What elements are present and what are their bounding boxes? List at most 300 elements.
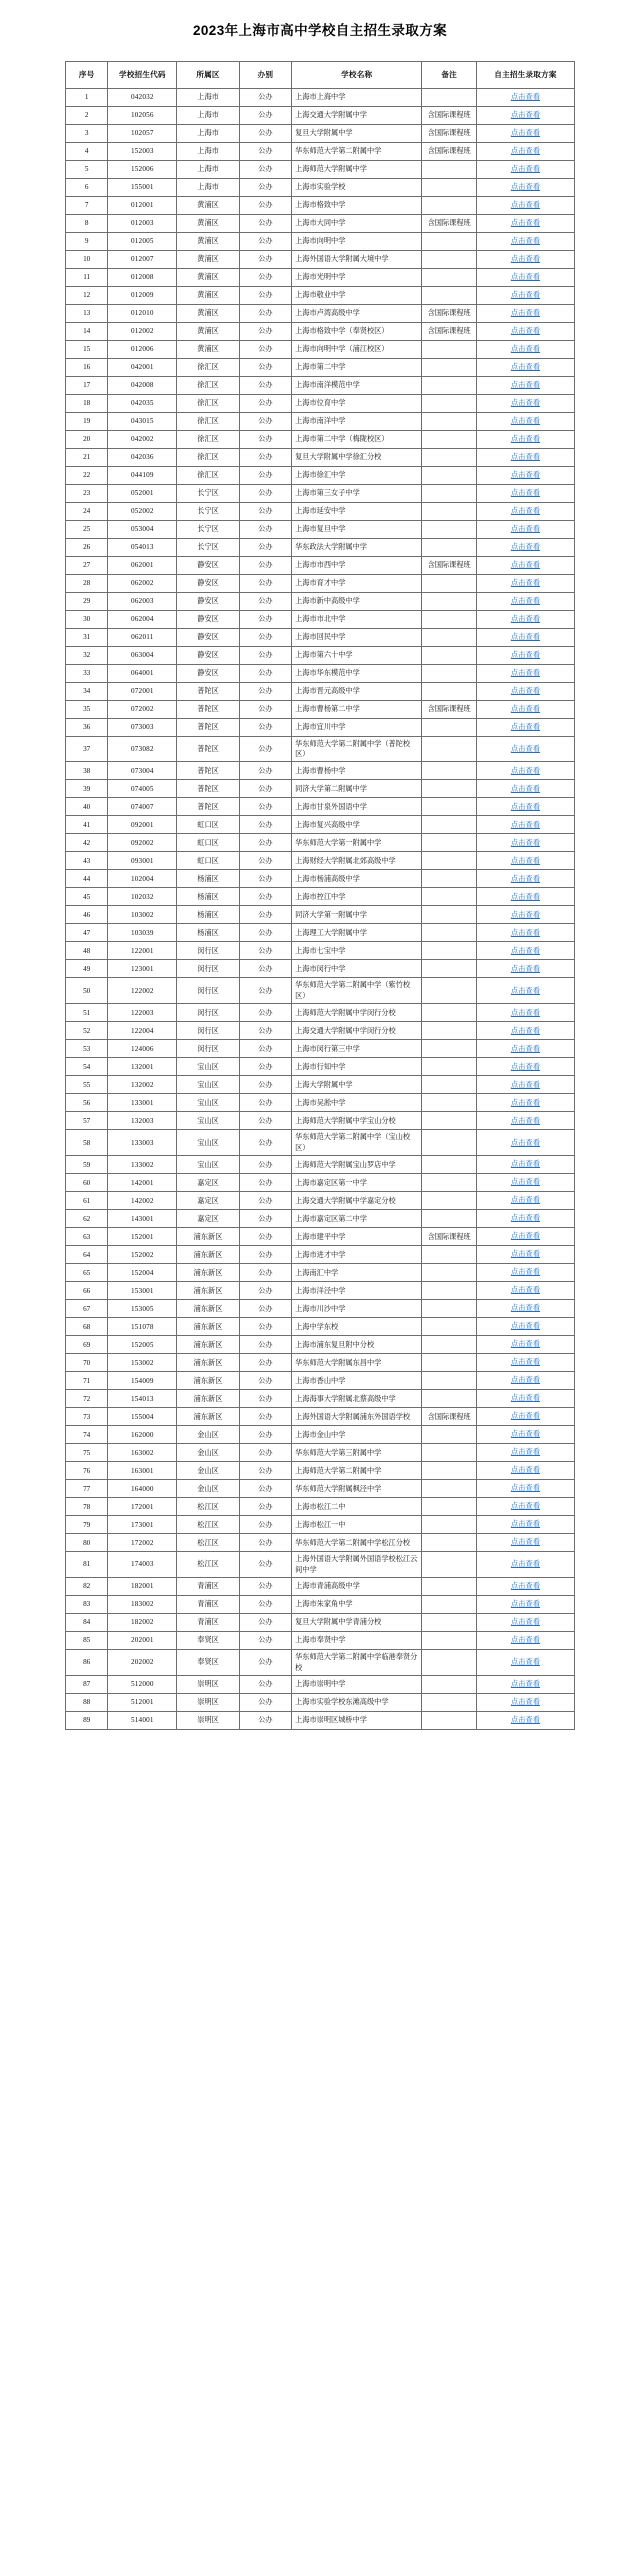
row-district: 闵行区 [177,1040,239,1058]
row-school-type: 公办 [239,780,291,798]
row-district: 徐汇区 [177,394,239,412]
row-school-type: 公办 [239,1408,291,1426]
row-note [422,1711,477,1729]
row-school-code: 163002 [108,1444,177,1462]
view-plan-link[interactable]: 点击查看 [510,145,541,155]
view-plan-link[interactable]: 点击查看 [510,945,541,955]
row-index: 73 [66,1408,108,1426]
column-header-district: 所属区 [177,61,239,88]
row-plan-link-cell [476,1058,574,1076]
row-index: 21 [66,448,108,466]
row-plan-link-cell [476,160,574,178]
view-plan-link[interactable]: 点击查看 [510,505,541,515]
row-school-type: 公办 [239,1552,291,1578]
row-note [422,502,477,520]
view-plan-link[interactable]: 点击查看 [510,1079,541,1089]
row-school-code: 102056 [108,106,177,124]
view-plan-link[interactable]: 点击查看 [510,199,541,209]
row-note [422,780,477,798]
view-plan-link[interactable]: 点击查看 [510,667,541,677]
table-row [66,340,575,358]
row-index: 30 [66,610,108,628]
row-note [422,1156,477,1174]
view-plan-link[interactable]: 点击查看 [510,343,541,353]
row-plan-link-cell [476,924,574,942]
row-school-code: 063004 [108,646,177,664]
view-plan-link[interactable]: 点击查看 [510,1285,541,1295]
table-row [66,1228,575,1246]
row-note [422,448,477,466]
view-plan-link[interactable]: 点击查看 [510,1519,541,1529]
view-plan-link[interactable]: 点击查看 [510,1429,541,1439]
table-row [66,1408,575,1426]
row-school-name: 上海南汇中学 [292,1264,422,1282]
row-note [422,1426,477,1444]
row-index: 41 [66,816,108,834]
view-plan-link[interactable]: 点击查看 [510,927,541,937]
table-row [66,978,575,1004]
row-school-code: 152002 [108,1246,177,1264]
row-school-code: 042008 [108,376,177,394]
view-plan-link[interactable]: 点击查看 [510,379,541,389]
row-school-name: 上海市控江中学 [292,888,422,906]
view-plan-link[interactable]: 点击查看 [510,1357,541,1367]
view-plan-link[interactable]: 点击查看 [510,595,541,605]
row-plan-link-cell [476,1426,574,1444]
row-school-name: 上海师范大学附属中学宝山分校 [292,1112,422,1130]
view-plan-link[interactable]: 点击查看 [510,433,541,443]
view-plan-link[interactable]: 点击查看 [510,163,541,173]
row-school-code: 062002 [108,574,177,592]
row-plan-link-cell [476,834,574,852]
view-plan-link[interactable]: 点击查看 [510,1617,541,1627]
row-school-code: 155001 [108,178,177,196]
row-school-type: 公办 [239,1192,291,1210]
table-row [66,1282,575,1300]
row-school-type: 公办 [239,160,291,178]
row-index: 67 [66,1300,108,1318]
row-district: 松江区 [177,1534,239,1552]
view-plan-link[interactable]: 点击查看 [510,721,541,731]
table-row [66,502,575,520]
table-row [66,718,575,736]
view-plan-link[interactable]: 点击查看 [510,963,541,973]
row-school-name: 同济大学第二附属中学 [292,780,422,798]
view-plan-link[interactable]: 点击查看 [510,361,541,371]
view-plan-link[interactable]: 点击查看 [510,1465,541,1475]
row-school-code: 042032 [108,88,177,106]
table-row [66,304,575,322]
view-plan-link[interactable]: 点击查看 [510,307,541,317]
row-school-type: 公办 [239,1693,291,1711]
view-plan-link[interactable]: 点击查看 [510,1043,541,1053]
row-school-code: 073004 [108,762,177,780]
row-plan-link-cell [476,322,574,340]
column-header-type: 办别 [239,61,291,88]
row-plan-link-cell [476,1156,574,1174]
row-district: 浦东新区 [177,1228,239,1246]
view-plan-link[interactable]: 点击查看 [510,1501,541,1511]
view-plan-link[interactable]: 点击查看 [510,289,541,299]
view-plan-link[interactable]: 点击查看 [510,985,541,995]
row-school-type: 公办 [239,700,291,718]
view-plan-link[interactable]: 点击查看 [510,1537,541,1547]
row-school-type: 公办 [239,196,291,214]
view-plan-link[interactable]: 点击查看 [510,765,541,775]
view-plan-link[interactable]: 点击查看 [510,1715,541,1725]
row-note [422,1300,477,1318]
row-district: 金山区 [177,1462,239,1480]
row-index: 70 [66,1354,108,1372]
row-index: 55 [66,1076,108,1094]
row-school-type: 公办 [239,1336,291,1354]
view-plan-link[interactable]: 点击查看 [510,1375,541,1385]
row-school-name: 上海市曹杨中学 [292,762,422,780]
row-plan-link-cell [476,520,574,538]
view-plan-link[interactable]: 点击查看 [510,469,541,479]
view-plan-link[interactable]: 点击查看 [510,1483,541,1493]
view-plan-link[interactable]: 点击查看 [510,1159,541,1169]
row-plan-link-cell [476,1264,574,1282]
row-school-type: 公办 [239,304,291,322]
row-note [422,538,477,556]
row-school-type: 公办 [239,852,291,870]
view-plan-link[interactable]: 点击查看 [510,743,541,753]
row-school-type: 公办 [239,538,291,556]
row-school-code: 012010 [108,304,177,322]
column-header-link: 自主招生录取方案 [476,61,574,88]
row-plan-link-cell [476,1336,574,1354]
view-plan-link[interactable]: 点击查看 [510,1599,541,1609]
row-school-code: 152001 [108,1228,177,1246]
row-note [422,160,477,178]
view-plan-link[interactable]: 点击查看 [510,1195,541,1205]
row-school-code: 151078 [108,1318,177,1336]
view-plan-link[interactable]: 点击查看 [510,873,541,883]
row-note [422,1022,477,1040]
row-school-code: 154013 [108,1390,177,1408]
row-school-code: 152006 [108,160,177,178]
row-note: 含国际课程班 [422,106,477,124]
view-plan-link[interactable]: 点击查看 [510,1339,541,1349]
row-plan-link-cell [476,780,574,798]
row-school-type: 公办 [239,412,291,430]
table-row [66,484,575,502]
row-plan-link-cell [476,448,574,466]
view-plan-link[interactable]: 点击查看 [510,1137,541,1147]
view-plan-link[interactable]: 点击查看 [510,127,541,137]
row-district: 黄浦区 [177,196,239,214]
view-plan-link[interactable]: 点击查看 [510,891,541,901]
table-row [66,1040,575,1058]
row-note [422,1264,477,1282]
row-district: 徐汇区 [177,466,239,484]
row-plan-link-cell [476,1300,574,1318]
row-index: 23 [66,484,108,502]
row-school-type: 公办 [239,124,291,142]
row-district: 静安区 [177,556,239,574]
view-plan-link[interactable]: 点击查看 [510,541,541,551]
row-note [422,960,477,978]
row-school-name: 上海市嘉定区第一中学 [292,1174,422,1192]
view-plan-link[interactable]: 点击查看 [510,685,541,695]
view-plan-link[interactable]: 点击查看 [510,631,541,641]
row-district: 闵行区 [177,1004,239,1022]
row-school-name: 上海市格致中学 [292,196,422,214]
row-school-type: 公办 [239,834,291,852]
view-plan-link[interactable]: 点击查看 [510,783,541,793]
view-plan-link[interactable]: 点击查看 [510,1231,541,1241]
view-plan-link[interactable]: 点击查看 [510,1635,541,1645]
row-school-type: 公办 [239,664,291,682]
row-district: 虹口区 [177,852,239,870]
row-school-name: 上海市松江一中 [292,1516,422,1534]
row-plan-link-cell [476,1390,574,1408]
row-school-type: 公办 [239,816,291,834]
row-school-code: 062004 [108,610,177,628]
row-district: 黄浦区 [177,268,239,286]
row-district: 闵行区 [177,1022,239,1040]
view-plan-link[interactable]: 点击查看 [510,1679,541,1689]
view-plan-link[interactable]: 点击查看 [510,855,541,865]
view-plan-link[interactable]: 点击查看 [510,613,541,623]
table-row [66,1480,575,1498]
row-district: 虹口区 [177,816,239,834]
row-district: 上海市 [177,106,239,124]
view-plan-link[interactable]: 点击查看 [510,1657,541,1667]
view-plan-link[interactable]: 点击查看 [510,325,541,335]
view-plan-link[interactable]: 点击查看 [510,523,541,533]
view-plan-link[interactable]: 点击查看 [510,217,541,227]
view-plan-link[interactable]: 点击查看 [510,235,541,245]
row-index: 58 [66,1130,108,1156]
row-school-code: 052002 [108,502,177,520]
row-school-code: 012006 [108,340,177,358]
row-school-code: 123001 [108,960,177,978]
view-plan-link[interactable]: 点击查看 [510,1025,541,1035]
row-plan-link-cell [476,106,574,124]
view-plan-link[interactable]: 点击查看 [510,1559,541,1569]
view-plan-link[interactable]: 点击查看 [510,91,541,101]
view-plan-link[interactable]: 点击查看 [510,1697,541,1707]
view-plan-link[interactable]: 点击查看 [510,397,541,407]
table-row [66,1711,575,1729]
table-row [66,1354,575,1372]
row-school-code: 012007 [108,250,177,268]
view-plan-link[interactable]: 点击查看 [510,1177,541,1187]
row-district: 黄浦区 [177,250,239,268]
view-plan-link[interactable]: 点击查看 [510,819,541,829]
row-district: 浦东新区 [177,1354,239,1372]
row-district: 静安区 [177,628,239,646]
row-district: 浦东新区 [177,1318,239,1336]
row-district: 松江区 [177,1498,239,1516]
row-school-code: 133002 [108,1156,177,1174]
row-index: 6 [66,178,108,196]
row-index: 84 [66,1614,108,1632]
row-note [422,1076,477,1094]
row-district: 黄浦区 [177,322,239,340]
row-school-name: 上海师范大学第二附属中学 [292,1462,422,1480]
row-school-type: 公办 [239,1534,291,1552]
row-school-name: 上海市育才中学 [292,574,422,592]
row-school-code: 133001 [108,1094,177,1112]
row-index: 57 [66,1112,108,1130]
row-school-type: 公办 [239,1174,291,1192]
row-school-code: 103039 [108,924,177,942]
row-note [422,682,477,700]
table-row [66,1498,575,1516]
row-district: 静安区 [177,646,239,664]
view-plan-link[interactable]: 点击查看 [510,1581,541,1591]
row-school-name: 上海市回民中学 [292,628,422,646]
table-row [66,1675,575,1693]
row-school-code: 073082 [108,736,177,762]
table-row [66,1264,575,1282]
row-school-name: 上海市松江二中 [292,1498,422,1516]
row-plan-link-cell [476,1130,574,1156]
row-school-type: 公办 [239,610,291,628]
row-note [422,1390,477,1408]
row-school-name: 上海市复旦中学 [292,520,422,538]
table-row [66,1076,575,1094]
table-row [66,142,575,160]
row-plan-link-cell [476,888,574,906]
row-note [422,574,477,592]
row-school-name: 复旦大学附属中学 [292,124,422,142]
row-school-code: 012002 [108,322,177,340]
row-school-name: 上海市闵行中学 [292,960,422,978]
row-school-name: 华东师范大学第二附属中学（紫竹校区） [292,978,422,1004]
row-note [422,430,477,448]
row-school-type: 公办 [239,448,291,466]
row-district: 浦东新区 [177,1336,239,1354]
row-index: 12 [66,286,108,304]
row-school-code: 182001 [108,1578,177,1596]
row-district: 宝山区 [177,1156,239,1174]
row-index: 17 [66,376,108,394]
row-district: 黄浦区 [177,304,239,322]
row-note [422,1462,477,1480]
row-district: 浦东新区 [177,1246,239,1264]
row-school-type: 公办 [239,250,291,268]
row-school-code: 153005 [108,1300,177,1318]
row-school-name: 华东师范大学附属枫泾中学 [292,1480,422,1498]
view-plan-link[interactable]: 点击查看 [510,1321,541,1331]
view-plan-link[interactable]: 点击查看 [510,1411,541,1421]
row-school-code: 122004 [108,1022,177,1040]
view-plan-link[interactable]: 点击查看 [510,1213,541,1223]
view-plan-link[interactable]: 点击查看 [510,1115,541,1125]
view-plan-link[interactable]: 点击查看 [510,487,541,497]
row-index: 31 [66,628,108,646]
view-plan-link[interactable]: 点击查看 [510,649,541,659]
row-note [422,1498,477,1516]
row-school-code: 042036 [108,448,177,466]
row-plan-link-cell [476,214,574,232]
row-school-type: 公办 [239,268,291,286]
view-plan-link[interactable]: 点击查看 [510,109,541,119]
row-school-code: 154009 [108,1372,177,1390]
view-plan-link[interactable]: 点击查看 [510,1303,541,1313]
row-plan-link-cell [476,1650,574,1676]
view-plan-link[interactable]: 点击查看 [510,451,541,461]
row-school-name: 华东师范大学第二附属中学（普陀校区） [292,736,422,762]
view-plan-link[interactable]: 点击查看 [510,181,541,191]
row-note [422,1632,477,1650]
view-plan-link[interactable]: 点击查看 [510,415,541,425]
table-row [66,394,575,412]
row-school-code: 164000 [108,1480,177,1498]
row-school-type: 公办 [239,1498,291,1516]
row-school-type: 公办 [239,628,291,646]
table-row [66,610,575,628]
row-district: 杨浦区 [177,870,239,888]
view-plan-link[interactable]: 点击查看 [510,1393,541,1403]
row-school-code: 172002 [108,1534,177,1552]
row-plan-link-cell [476,358,574,376]
row-district: 普陀区 [177,700,239,718]
row-plan-link-cell [476,1318,574,1336]
view-plan-link[interactable]: 点击查看 [510,1267,541,1277]
row-index: 71 [66,1372,108,1390]
row-school-name: 复旦大学附属中学青浦分校 [292,1614,422,1632]
view-plan-link[interactable]: 点击查看 [510,837,541,847]
view-plan-link[interactable]: 点击查看 [510,1061,541,1071]
row-index: 45 [66,888,108,906]
row-index: 52 [66,1022,108,1040]
view-plan-link[interactable]: 点击查看 [510,253,541,263]
row-school-type: 公办 [239,1004,291,1022]
row-index: 47 [66,924,108,942]
view-plan-link[interactable]: 点击查看 [510,577,541,587]
row-plan-link-cell [476,592,574,610]
row-school-name: 上海市第三女子中学 [292,484,422,502]
view-plan-link[interactable]: 点击查看 [510,1097,541,1107]
row-note [422,340,477,358]
row-district: 普陀区 [177,798,239,816]
row-note [422,610,477,628]
view-plan-link[interactable]: 点击查看 [510,271,541,281]
row-school-code: 062001 [108,556,177,574]
row-school-type: 公办 [239,646,291,664]
row-index: 59 [66,1156,108,1174]
row-index: 62 [66,1210,108,1228]
row-plan-link-cell [476,1282,574,1300]
view-plan-link[interactable]: 点击查看 [510,703,541,713]
view-plan-link[interactable]: 点击查看 [510,1447,541,1457]
row-school-code: 155004 [108,1408,177,1426]
view-plan-link[interactable]: 点击查看 [510,1249,541,1259]
table-row [66,780,575,798]
row-note [422,1516,477,1534]
row-index: 3 [66,124,108,142]
row-note [422,1210,477,1228]
view-plan-link[interactable]: 点击查看 [510,909,541,919]
view-plan-link[interactable]: 点击查看 [510,1007,541,1017]
table-row [66,1058,575,1076]
row-plan-link-cell [476,196,574,214]
row-plan-link-cell [476,88,574,106]
view-plan-link[interactable]: 点击查看 [510,559,541,569]
row-school-name: 上海市南洋模范中学 [292,376,422,394]
row-district: 黄浦区 [177,286,239,304]
row-district: 上海市 [177,88,239,106]
table-row [66,736,575,762]
row-school-code: 062011 [108,628,177,646]
row-index: 39 [66,780,108,798]
view-plan-link[interactable]: 点击查看 [510,801,541,811]
